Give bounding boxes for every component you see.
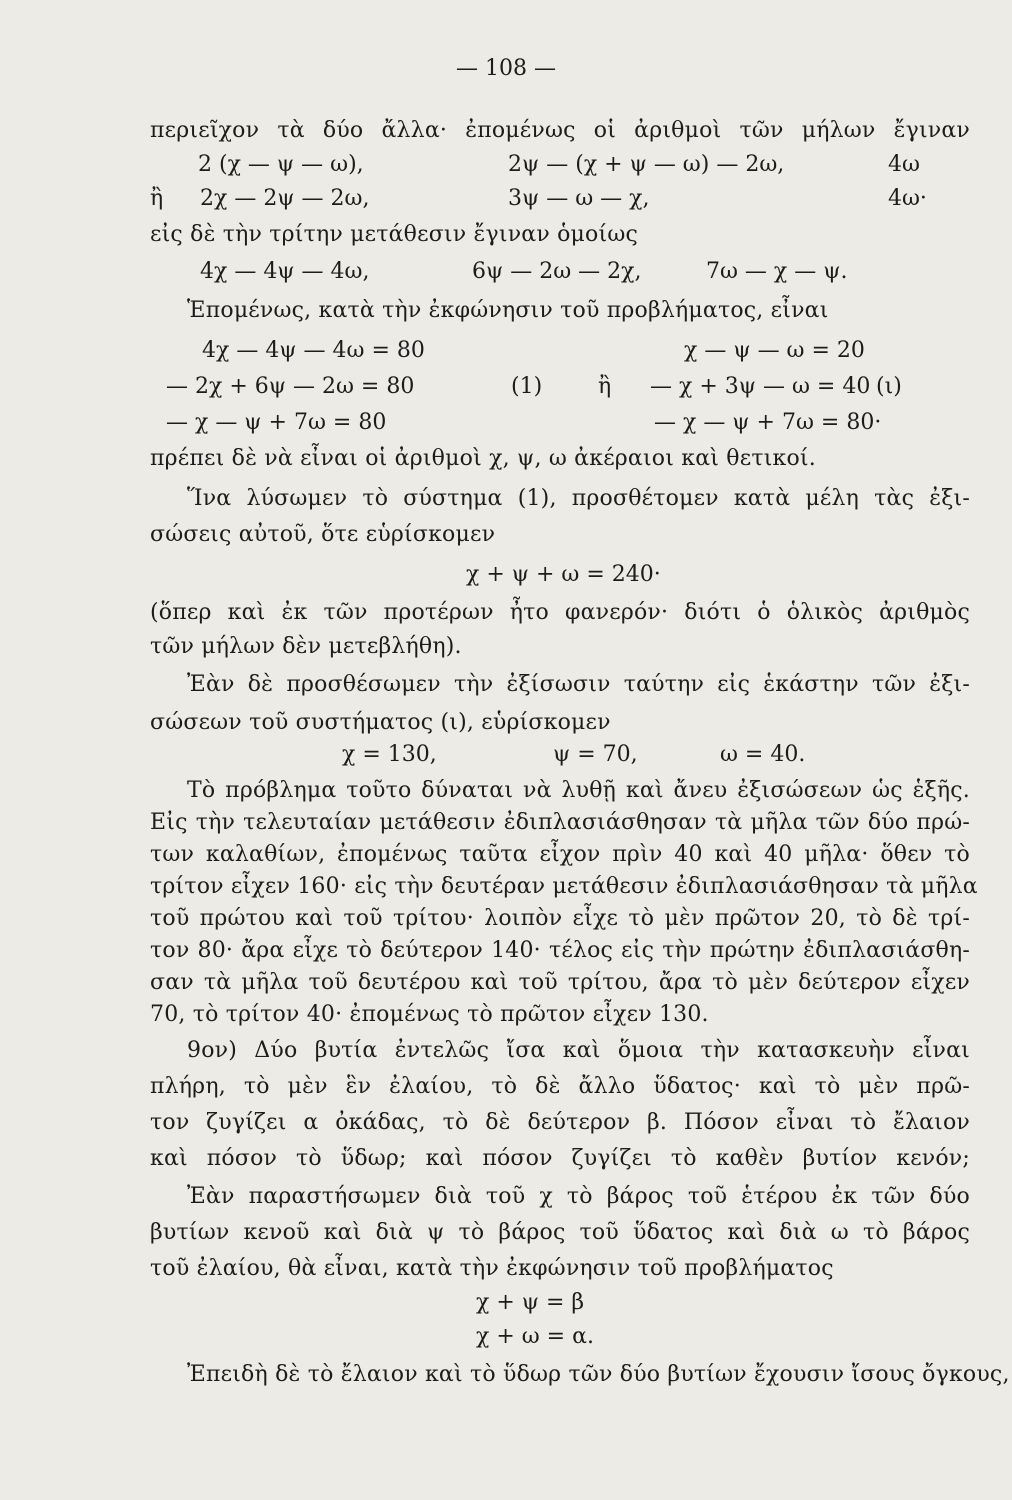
system-2-left: — 2χ + 6ψ — 2ω = 80	[166, 374, 415, 399]
page-number: — 108 —	[456, 56, 556, 81]
eq-row1-c: 4ω	[888, 152, 920, 177]
alt-line-5: τοῦ πρώτου καὶ τοῦ τρίτου· λοιπὸν εἶχε τὸ μὲν πρῶτον 20, τὸ δὲ τρί-	[150, 906, 970, 931]
eq-row3-b: 6ψ — 2ω — 2χ,	[472, 259, 642, 284]
integers-line: πρέπει δὲ νὰ εἶναι οἱ ἀριθμοὶ χ, ψ, ω ἀκέραιοι καὶ θετικοί.	[150, 446, 816, 471]
eq-row3-c: 7ω — χ — ψ.	[706, 259, 848, 284]
system-label-1: (1)	[511, 374, 543, 399]
obvious-line-2: τῶν μήλων δὲν μετεβλήθη).	[150, 634, 462, 659]
represent-line-3: τοῦ ἐλαίου, θὰ εἶναι, κατὰ τὴν ἐκφώνησιν τοῦ προβλήματος	[150, 1256, 834, 1281]
alt-line-8: 70, τὸ τρίτον 40· ἐπομένως τὸ πρῶτον εἶχεν 130.	[150, 1002, 709, 1027]
system-3-left: — χ — ψ + 7ω = 80	[166, 410, 387, 435]
system-label-i: (ι)	[876, 374, 902, 399]
eq-row2-or: ἢ	[150, 186, 164, 211]
system-or: ἢ	[598, 374, 612, 399]
final-equation-2: χ + ω = α.	[476, 1324, 594, 1349]
third-move-line: εἰς δὲ τὴν τρίτην μετάθεσιν ἔγιναν ὁμοίως	[150, 222, 638, 247]
final-equation-1: χ + ψ = β	[476, 1290, 585, 1315]
alt-line-2: Εἰς τὴν τελευταίαν μετάθεσιν ἐδιπλασιάσθησαν τὰ μῆλα τῶν δύο πρώ-	[150, 810, 970, 835]
intro-line: περιεῖχον τὰ δύο ἄλλα· ἐπομένως οἱ ἀριθμοὶ τῶν μήλων ἔγιναν	[150, 118, 970, 143]
alt-line-4: τρίτον εἶχεν 160· εἰς τὴν δευτέραν μετάθεσιν ἐδιπλασιάσθησαν τὰ μῆλα	[150, 874, 978, 899]
problem9-line-1: 9ον) Δύο βυτία ἐντελῶς ἴσα καὶ ὅμοια τὴν κατασκευὴν εἶναι	[187, 1038, 970, 1063]
last-line: Ἐπειδὴ δὲ τὸ ἔλαιον καὶ τὸ ὕδωρ τῶν δύο βυτίων ἔχουσιν ἴσους ὄγκους,	[187, 1362, 1010, 1387]
solve-line-2: σώσεις αὐτοῦ, ὅτε εὑρίσκομεν	[150, 522, 496, 547]
system-1-left: 4χ — 4ψ — 4ω = 80	[202, 338, 425, 363]
alt-line-6: τον 80· ἄρα εἶχε τὸ δεύτερον 140· τέλος εἰς τὴν πρώτην ἐδιπλασιάσθη-	[150, 938, 970, 963]
eq-row2-b: 3ψ — ω — χ,	[508, 186, 650, 211]
problem9-line-4: καὶ πόσον τὸ ὕδωρ; καὶ πόσον ζυγίζει τὸ καθὲν βυτίον κενόν;	[150, 1146, 970, 1171]
system-2-right: — χ + 3ψ — ω = 40	[650, 374, 871, 399]
add-line-2: σώσεων τοῦ συστήματος (ι), εὑρίσκομεν	[150, 710, 611, 735]
problem9-line-2: πλήρη, τὸ μὲν ἓν ἐλαίου, τὸ δὲ ἄλλο ὕδατος· καὶ τὸ μὲν πρῶ-	[150, 1074, 970, 1099]
system-3-right: — χ — ψ + 7ω = 80·	[654, 410, 882, 435]
represent-line-1: Ἐὰν παραστήσωμεν διὰ τοῦ χ τὸ βάρος τοῦ ἑτέρου ἐκ τῶν δύο	[187, 1184, 970, 1209]
alt-line-7: σαν τὰ μῆλα τοῦ δευτέρου καὶ τοῦ τρίτου, ἄρα τὸ μὲν δεύτερον εἶχεν	[150, 970, 970, 995]
eq-row2-c: 4ω·	[888, 186, 927, 211]
eq-row1-b: 2ψ — (χ + ψ — ω) — 2ω,	[508, 152, 785, 177]
solve-line-1: Ἵνα λύσωμεν τὸ σύστημα (1), προσθέτομεν κατὰ μέλη τὰς ἐξι-	[187, 486, 970, 511]
consequently-line: Ἑπομένως, κατὰ τὴν ἐκφώνησιν τοῦ προβλήματος, εἶναι	[187, 298, 829, 323]
eq-row2-a: 2χ — 2ψ — 2ω,	[200, 186, 370, 211]
eq-row3-a: 4χ — 4ψ — 4ω,	[200, 259, 370, 284]
system-1-right: χ — ψ — ω = 20	[684, 338, 865, 363]
sum-equation: χ + ψ + ω = 240·	[466, 562, 661, 587]
solution-omega: ω = 40.	[720, 742, 806, 767]
represent-line-2: βυτίων κενοῦ καὶ διὰ ψ τὸ βάρος τοῦ ὕδατος καὶ διὰ ω τὸ βάρος	[150, 1220, 970, 1245]
alt-line-1: Τὸ πρόβλημα τοῦτο δύναται νὰ λυθῇ καὶ ἄνευ ἐξισώσεων ὡς ἑξῆς.	[187, 778, 970, 803]
solution-psi: ψ = 70,	[553, 742, 638, 767]
obvious-line-1: (ὅπερ καὶ ἐκ τῶν προτέρων ἦτο φανερόν· διότι ὁ ὁλικὸς ἀριθμὸς	[150, 600, 970, 625]
eq-row1-a: 2 (χ — ψ — ω),	[198, 152, 364, 177]
solution-x: χ = 130,	[342, 742, 437, 767]
alt-line-3: των καλαθίων, ἐπομένως ταῦτα εἶχον πρὶν 40 καὶ 40 μῆλα· ὅθεν τὸ	[150, 842, 970, 867]
add-line-1: Ἐὰν δὲ προσθέσωμεν τὴν ἐξίσωσιν ταύτην εἰς ἑκάστην τῶν ἐξι-	[187, 672, 970, 697]
problem9-line-3: τον ζυγίζει α ὀκάδας, τὸ δὲ δεύτερον β. Πόσον εἶναι τὸ ἔλαιον	[150, 1110, 970, 1135]
